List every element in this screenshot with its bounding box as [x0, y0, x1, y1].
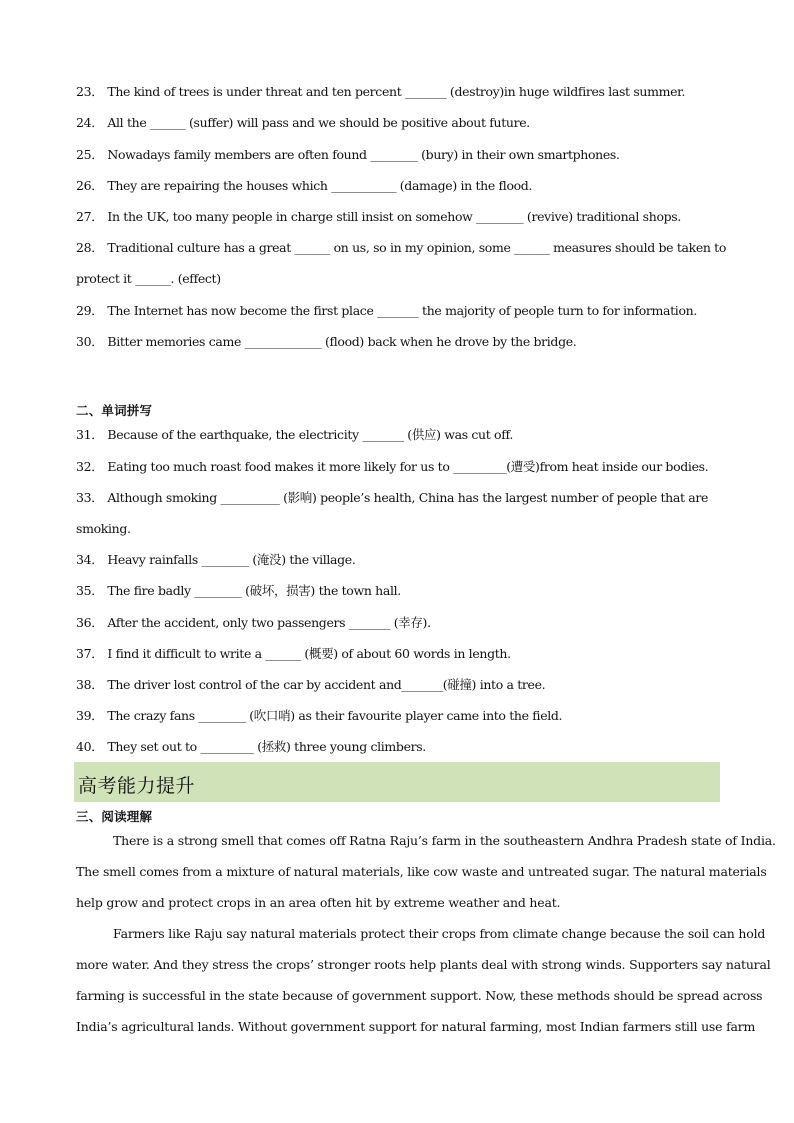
question-number: 36．	[76, 615, 104, 630]
spelling-line	[76, 490, 708, 506]
spelling-line	[76, 521, 131, 537]
spelling-line	[76, 427, 513, 443]
paragraph-line: Farmers like Raju say natural materials protect their crops from climate change because the soil can hold	[113, 926, 766, 941]
section-heading: 二、单词拼写	[76, 403, 153, 418]
question-text: Nowadays family members are often found ________ (bury) in their own smartphones.	[107, 147, 620, 162]
question-number: 31．	[76, 427, 104, 442]
question-number: 35．	[76, 583, 104, 598]
paragraph-line: farming is successful in the state because of government support. Now, these methods should be spread across	[76, 988, 763, 1003]
reading-paragraph	[76, 918, 771, 1042]
question-text: Bitter memories came _____________ (flood) back when he drove by the bridge.	[107, 334, 577, 349]
question-number: 34．	[76, 552, 104, 567]
spelling-line	[76, 615, 431, 631]
question-text: All the ______ (suffer) will pass and we should be positive about future.	[107, 115, 530, 130]
question-number: 23．	[76, 84, 104, 99]
question-text: After the accident, only two passengers _______ (幸存).	[107, 615, 431, 630]
spelling-line	[76, 459, 708, 475]
question-text: The crazy fans ________ (吹口哨) as their favourite player came into the field.	[107, 708, 563, 723]
question-number: 38．	[76, 677, 104, 692]
question-text: protect it ______. (effect)	[76, 271, 221, 286]
question-text: They set out to _________ (拯救) three young climbers.	[107, 739, 426, 754]
reading-paragraph	[76, 825, 776, 918]
question-text: In the UK, too many people in charge still insist on somehow ________ (revive) traditional shops.	[107, 209, 681, 224]
question-number: 29．	[76, 303, 104, 318]
question-number: 30．	[76, 334, 104, 349]
question-text: smoking.	[76, 521, 131, 536]
question-text: Eating too much roast food makes it more likely for us to _________(遭受)from heat inside our bodies.	[107, 459, 709, 474]
spelling-line	[76, 646, 511, 662]
exercise-line	[76, 178, 532, 194]
paragraph-line: India’s agricultural lands. Without government support for natural farming, most Indian farmers still use farm	[76, 1019, 756, 1034]
spelling-line	[76, 708, 562, 724]
paragraph-line: more water. And they stress the crops’ stronger roots help plants deal with strong winds. Supporters say natural	[76, 957, 771, 972]
question-text: They are repairing the houses which ___________ (damage) in the flood.	[107, 178, 533, 193]
banner-title: 高考能力提升	[78, 775, 196, 797]
spelling-line	[76, 552, 355, 568]
exercise-line	[76, 303, 697, 319]
exercise-line	[76, 209, 681, 225]
question-number: 40．	[76, 739, 104, 754]
question-text: Because of the earthquake, the electricity _______ (供应) was cut off.	[107, 427, 513, 442]
question-text: Heavy rainfalls ________ (淹没) the village.	[107, 552, 356, 567]
spelling-line	[76, 739, 426, 755]
exercise-line	[76, 115, 530, 131]
exercise-line	[76, 271, 221, 287]
question-text: The kind of trees is under threat and ten percent _______ (destroy)in huge wildfires last summer.	[107, 84, 686, 99]
exercise-line	[76, 334, 576, 350]
paragraph-line: There is a strong smell that comes off Ratna Raju’s farm in the southeastern Andhra Pradesh state of India.	[113, 833, 776, 848]
section-banner	[74, 762, 720, 802]
question-number: 26．	[76, 178, 104, 193]
question-number: 25．	[76, 147, 104, 162]
question-number: 37．	[76, 646, 104, 661]
question-number: 32．	[76, 459, 104, 474]
exercise-line	[76, 84, 685, 100]
question-number: 39．	[76, 708, 104, 723]
question-number: 28．	[76, 240, 104, 255]
paragraph-line: help grow and protect crops in an area often hit by extreme weather and heat.	[76, 895, 561, 910]
spelling-line	[76, 677, 545, 693]
question-text: The fire badly ________ (破坏，损害) the town hall.	[107, 583, 401, 598]
question-text: Traditional culture has a great ______ on us, so in my opinion, some ______ measures should be taken to	[107, 240, 727, 255]
paragraph-line: The smell comes from a mixture of natural materials, like cow waste and untreated sugar. The natural materials	[76, 864, 767, 879]
question-number: 24．	[76, 115, 104, 130]
question-number: 33．	[76, 490, 104, 505]
spelling-line	[76, 583, 401, 599]
question-text: I find it difficult to write a ______ (概要) of about 60 words in length.	[107, 646, 511, 661]
exercise-line	[76, 240, 726, 256]
section-heading: 三、阅读理解	[76, 809, 153, 824]
exercise-line	[76, 147, 620, 163]
question-text: The driver lost control of the car by accident and_______(碰撞) into a tree.	[107, 677, 546, 692]
question-text: Although smoking __________ (影响) people’s health, China has the largest number of people that are	[107, 490, 709, 505]
question-number: 27．	[76, 209, 104, 224]
question-text: The Internet has now become the first place _______ the majority of people turn to for information.	[107, 303, 697, 318]
